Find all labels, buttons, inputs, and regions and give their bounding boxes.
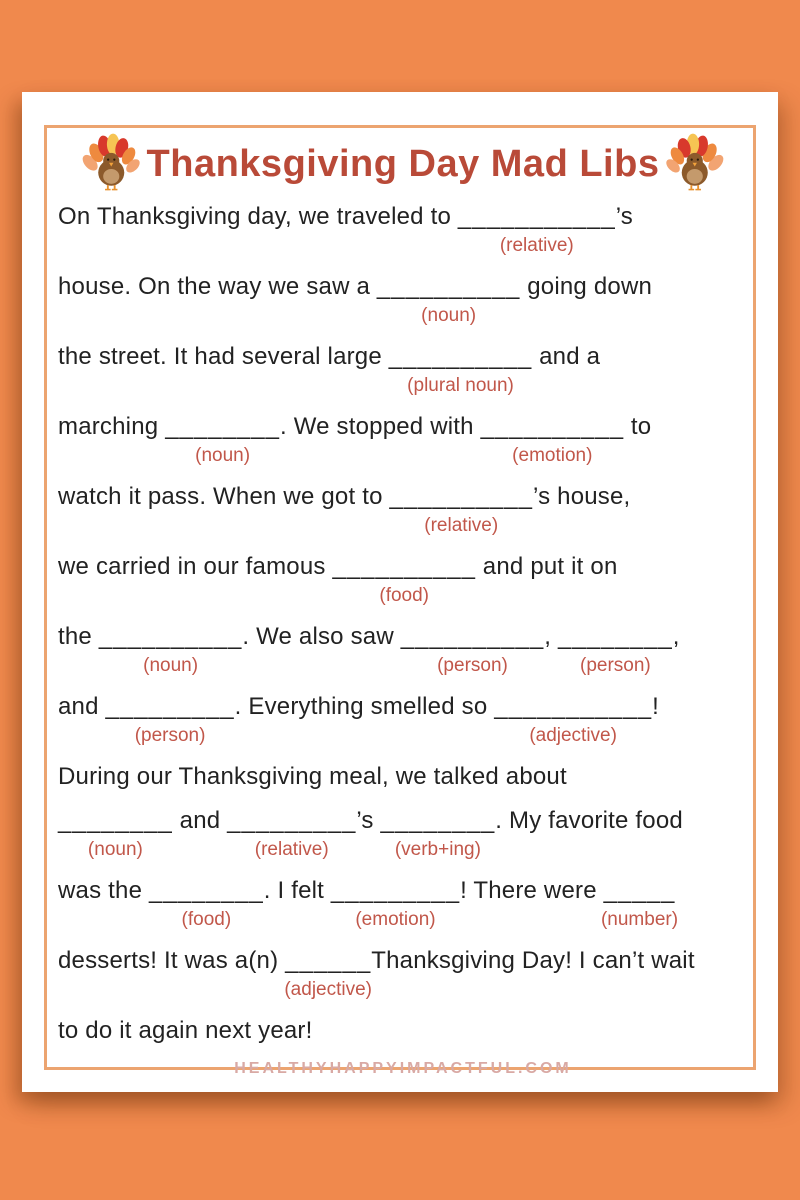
blank-label: (noun) <box>87 839 143 860</box>
madlib-blank <box>389 478 533 536</box>
madlib-text: ! <box>652 693 659 720</box>
madlib-blank <box>457 198 616 256</box>
paper-card <box>22 92 778 1092</box>
madlib-text: . My favorite food <box>495 807 683 834</box>
madlib-blank <box>380 802 496 860</box>
blank-underline: __________ <box>98 623 243 650</box>
madlib-text: . Everything smelled so <box>234 693 495 720</box>
blank-underline: ______ <box>285 947 372 974</box>
blank-label: (noun) <box>421 305 477 326</box>
madlib-text: , <box>544 623 558 650</box>
blank-underline: __________ <box>388 343 533 370</box>
madlib-line <box>58 1012 748 1056</box>
madlib-blank <box>600 872 679 930</box>
blank-label: (adjective) <box>529 725 617 746</box>
blank-label: (noun) <box>143 655 199 676</box>
blank-underline: __________ <box>389 483 533 510</box>
blank-underline: __________ <box>400 623 545 650</box>
madlib-blank <box>165 408 280 466</box>
madlib-text: house. On the way we saw a <box>58 273 377 300</box>
madlib-text: . We stopped with <box>279 413 481 440</box>
madlib-line <box>58 408 748 478</box>
blank-underline: _________ <box>227 807 357 834</box>
madlib-line <box>58 802 748 872</box>
madlib-text: and <box>58 693 106 720</box>
madlib-lines <box>58 198 748 1056</box>
madlib-text: to do it again next year! <box>58 1017 313 1044</box>
madlib-blank <box>284 942 373 1000</box>
blank-label: (number) <box>600 909 679 930</box>
madlib-line <box>58 548 748 618</box>
blank-label: (emotion) <box>512 445 593 466</box>
madlib-line <box>58 942 748 1012</box>
madlib-text: ’s <box>356 807 381 834</box>
madlib-blank <box>400 618 545 676</box>
madlib-text: going down <box>520 273 653 300</box>
blank-label: (adjective) <box>284 979 373 1000</box>
madlib-line <box>58 478 748 548</box>
blank-label: (relative) <box>254 839 329 860</box>
madlib-blank <box>480 408 625 466</box>
madlib-blank <box>388 338 533 396</box>
madlib-text: . I felt <box>263 877 331 904</box>
blank-underline: _____ <box>603 877 676 904</box>
blank-label: (relative) <box>499 235 574 256</box>
blank-underline: ________ <box>557 623 673 650</box>
blank-label: (noun) <box>195 445 251 466</box>
turkey-icon <box>665 133 727 195</box>
madlib-text: , <box>672 623 680 650</box>
madlib-text: was the <box>58 877 149 904</box>
madlib-blank <box>376 268 521 326</box>
title-row <box>58 132 748 196</box>
madlib-blank <box>105 688 235 746</box>
madlib-text: ! There were <box>460 877 604 904</box>
blank-underline: ________ <box>58 807 173 834</box>
madlib-blank <box>332 548 476 606</box>
blank-underline: ________ <box>380 807 496 834</box>
blank-underline: ________ <box>165 413 280 440</box>
blank-label: (relative) <box>424 515 499 536</box>
madlib-text: ’s house, <box>532 483 631 510</box>
blank-label: (emotion) <box>355 909 436 930</box>
madlib-line <box>58 338 748 408</box>
blank-label: (person) <box>580 655 651 676</box>
blank-underline: _________ <box>105 693 235 720</box>
blank-underline: __________ <box>480 413 625 440</box>
madlib-text: the <box>58 623 99 650</box>
madlib-blank <box>227 802 357 860</box>
blank-label: (person) <box>134 725 206 746</box>
blank-underline: __________ <box>376 273 521 300</box>
madlib-blank <box>58 802 173 860</box>
madlib-text: the street. It had several large <box>58 343 389 370</box>
madlib-blank <box>330 872 461 930</box>
madlib-blank <box>148 872 264 930</box>
madlib-text: marching <box>58 413 166 440</box>
madlib-text: desserts! It was a(n) <box>58 947 286 974</box>
blank-label: (person) <box>437 655 508 676</box>
madlib-text: to <box>624 413 652 440</box>
madlib-line <box>58 268 748 338</box>
madlib-blank <box>557 618 673 676</box>
madlib-text: and a <box>532 343 601 370</box>
madlib-blank <box>98 618 243 676</box>
madlib-text: During our Thanksgiving meal, we talked about <box>58 763 567 790</box>
madlib-line <box>58 198 748 268</box>
madlib-text: and put it on <box>475 553 618 580</box>
worksheet-content <box>58 132 748 1078</box>
blank-label: (verb+ing) <box>394 839 481 860</box>
madlib-line <box>58 688 748 758</box>
blank-label: (plural noun) <box>407 375 514 396</box>
blank-label: (food) <box>181 909 232 930</box>
madlib-blank <box>494 688 653 746</box>
madlib-text: Thanksgiving Day! I can’t wait <box>371 947 695 974</box>
blank-underline: __________ <box>332 553 476 580</box>
blank-label: (food) <box>379 585 430 606</box>
blank-underline: ________ <box>148 877 264 904</box>
page-title: Thanksgiving Day Mad Libs <box>146 142 660 185</box>
footer-site-credit: HEALTHYHAPPYIMPACTFUL.COM <box>234 1060 572 1077</box>
madlib-text: watch it pass. When we got to <box>58 483 390 510</box>
madlib-text: . We also saw <box>242 623 401 650</box>
blank-underline: _________ <box>330 877 461 904</box>
madlib-line <box>58 618 748 688</box>
madlib-line <box>58 758 748 802</box>
blank-underline: ___________ <box>457 203 616 230</box>
madlib-text: On Thanksgiving day, we traveled to <box>58 203 458 230</box>
madlib-line <box>58 872 748 942</box>
madlib-text: and <box>172 807 228 834</box>
madlib-text: ’s <box>615 203 634 230</box>
turkey-icon <box>79 133 141 195</box>
blank-underline: ___________ <box>494 693 653 720</box>
madlib-text: we carried in our famous <box>58 553 333 580</box>
